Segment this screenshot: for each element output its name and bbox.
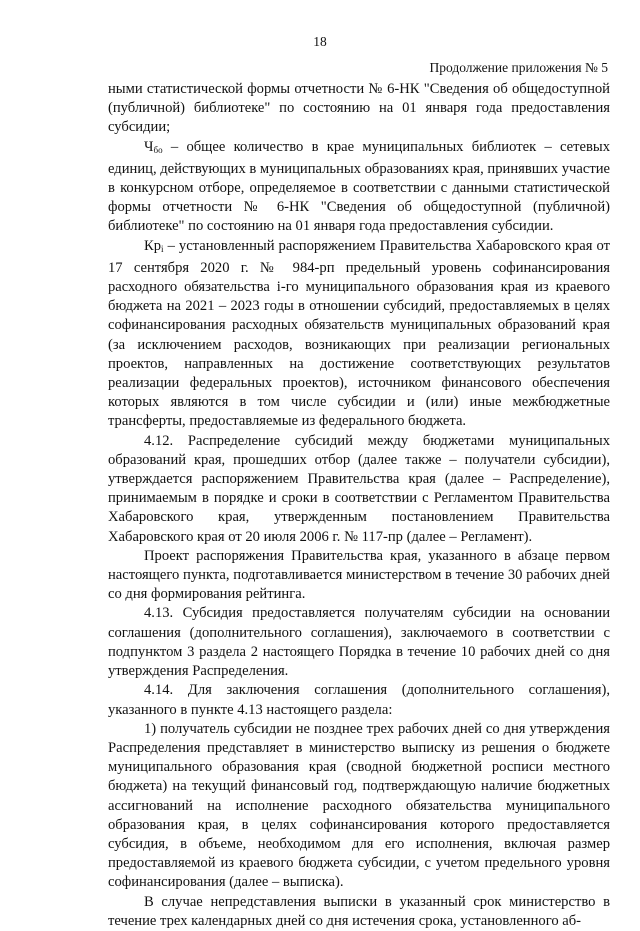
definition-text: – общее количество в крае муниципальных библиотек – сетевых единиц, действующих в муниципальных образованиях края, принявших участие в конкурсном отборе, определяемое в соответствии с данными статистической формы отчетности № 6-НК "Сведения об общедоступной (публичной) библиотеке" по состоянию на 01 января года предоставления субсидии. (108, 138, 611, 235)
definition-chbo (108, 138, 610, 237)
paragraph-item-1: 1) получатель субсидии не позднее трех рабочих дней со дня утверждения Распределения представляет в министерство выписку из решения о бюджете муниципального образования края (сводной бюджетной росписи местного бюджета) на текущий финансовый год, подтверждающую наличие бюджетных ассигнований на исполнение расходного обязательства муниципального образования края, в целях софинансирования которого предоставляется субсидия, в объеме, необходимом для его исполнения, включая размер предоставляемой из краевого бюджета субсидии, с учетом предельного уровня софинансирования (далее – выписка). (108, 720, 610, 891)
definition-symbol: Кр (144, 237, 162, 254)
definition-symbol: Ч (144, 138, 154, 155)
paragraph-non-submission: В случае непредставления выписки в указанный срок министерство в течение трех календарных дней со дня истечения срока, установленного аб- (108, 893, 610, 929)
definition-subscript: бо (153, 144, 163, 155)
document-body (108, 80, 610, 931)
paragraph-continuation: ными статистической формы отчетности № 6-НК "Сведения об общедоступной (публичной) библиотеке" по состоянию на 01 января года предоставления субсидии; (108, 81, 610, 136)
definition-text: – установленный распоряжением Правительства Хабаровского края от 17 сентября 2020 г. № 984-рп предельный уровень софинансирования расходного обязательства i-го муниципального образования края из краевого бюджета на 2021 – 2023 годы в отношении субсидий, предоставляемых в целях софинансирования расходных обязательств муниципальных образований края (за исключением расходов, возникающих при реализации региональных проектов, направленных на достижение соответствующих результатов реализации федеральных проектов), источником финансового обеспечения которых являются в том числе субсидии и (или) иные межбюджетные трансферты, предоставляемые из федерального бюджета. (108, 237, 610, 430)
paragraph-draft-order: Проект распоряжения Правительства края, указанного в абзаце первом настоящего пункта, подготавливается министерством в течение 30 рабочих дней со дня формирования рейтинга. (108, 547, 610, 603)
running-head: Продолжение приложения № 5 (429, 60, 608, 75)
definition-kri (108, 237, 610, 432)
paragraph-4-13: 4.13. Субсидия предоставляется получателям субсидии на основании соглашения (дополнительного соглашения), заключаемого в соответствии с подпунктом 3 раздела 2 настоящего Порядка в течение 10 рабочих дней со дня утверждения Распределения. (108, 605, 610, 680)
paragraph-4-12: 4.12. Распределение субсидий между бюджетами муниципальных образований края, прошедших отбор (далее также – получатели субсидии), утверждается распоряжением Правительства края (далее – Распределение), принимаемым в порядке и сроки в соответствии с Регламентом Правительства Хабаровского края, утвержденным постановлением Правительства Хабаровского края от 20 июля 2006 г. № 117-пр (далее – Регламент). (108, 432, 610, 545)
paragraph-4-14: 4.14. Для заключения соглашения (дополнительного соглашения), указанного в пункте 4.13 настоящего раздела: (108, 682, 610, 718)
page-number: 18 (313, 34, 327, 49)
definition-subscript: i (161, 243, 164, 254)
